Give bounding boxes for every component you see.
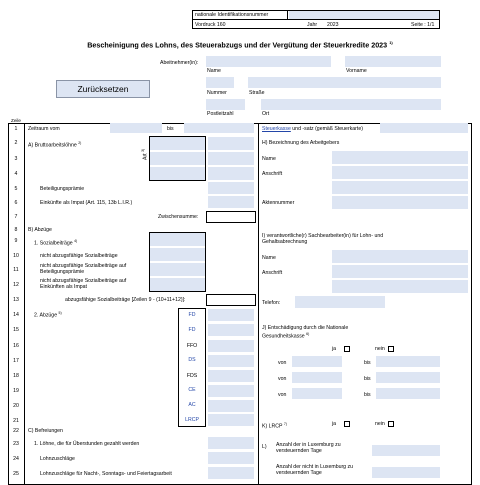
period-1-von-label: von [278,360,287,366]
period-1-bis-label: bis [364,360,371,366]
zeile-header: Zeile [11,118,21,123]
row-num-22: 22 [13,428,19,434]
sachbearbeiter-label: I) verantwortliche(r) Sachbearbeiter(in) für Lohn- und Gehaltsabrechnung [262,233,384,245]
row-num-12: 12 [13,282,19,288]
gesundheitskasse-nein-label: nein [375,346,385,352]
employee-label: Abeitnehmer(in): [160,60,199,66]
vordruck-label: Vordruck 160 [195,22,226,28]
nachtarbeit-label: Lohnzuschläge für Nacht-, Sonntags- und Feiertagsarbeit [40,471,172,477]
gesundheitskasse-nein-checkbox[interactable] [388,346,394,352]
befreiungen-label: C) Befreiungen [28,428,63,434]
row-num-21: 21 [13,418,19,424]
lrcp-sup: 7) [283,422,287,426]
abzug-field-19[interactable] [208,385,254,397]
page-title [0,40,480,49]
row-num-3: 3 [14,156,18,162]
abzug-field-15[interactable] [208,324,254,336]
nicht-abzugsfaehig-label: nicht abzugsfähige Sozialbeiträge [40,253,118,259]
seite-label: Seite : 1/1 [411,22,435,28]
employee-strasse-field[interactable] [248,77,441,88]
code-lrcp: LRCP [185,417,199,423]
lrcp-nein-checkbox[interactable] [388,421,394,427]
impat-label: Einkünfte als Impat (Art. 115, 13b L.I.R.) [40,200,133,206]
row-num-15: 15 [13,327,19,333]
art-label-sup: 3) [141,148,145,152]
abzugsfaehig-field[interactable] [206,294,256,306]
row-num-9: 9 [14,238,18,244]
page-title-sup: 1) [389,40,393,45]
nicht-luxemburg-tage-field[interactable] [372,467,440,478]
center-divider [258,123,259,485]
row-num-18: 18 [13,373,19,379]
reset-button-label: Zurücksetzen [77,84,129,94]
befreiung-field-23[interactable] [208,437,254,449]
abzuege2-sup: 5) [58,311,62,315]
code-ac: AC [188,402,196,408]
brutto-amount-field-2[interactable] [208,137,254,150]
row-num-5: 5 [14,186,18,192]
code-ce: CE [188,387,196,393]
row-num-14: 14 [13,312,19,318]
abzuege2-label [34,310,62,319]
arbeitgeber-anschrift-label: Anschrift [262,171,283,177]
sachbearbeiter-anschrift-field-2[interactable] [332,280,468,293]
row-num-20: 20 [13,403,19,409]
sachbearbeiter-name-field[interactable] [332,250,468,263]
nicht-abzugsfaehig-beteiligung-label: nicht abzugsfähige Sozialbeiträge auf Beteiligungsprämie [40,263,127,275]
employee-ort-caption: Ort [262,111,270,117]
telefon-label: Telefon: [262,300,281,306]
lohnzuschlaege-label: Lohnzuschläge [40,456,75,462]
sozialbeitraege-label [34,238,77,247]
row-num-1: 1 [14,126,18,132]
gesundheitskasse-sup: 6) [306,332,310,336]
lrcp-ja-label: ja [332,421,337,427]
arbeitgeber-anschrift-field-2[interactable] [332,181,468,194]
beteiligung-label: Beteiligungsprämie [40,186,85,192]
abzug-field-20[interactable] [208,400,254,412]
befreiung-field-25[interactable] [208,467,254,479]
employee-nummer-caption: Nummer [207,90,227,96]
art-label-text: Art [142,153,149,160]
impat-field[interactable] [208,196,254,208]
code-fds: FDS [186,373,198,379]
befreiung-field-24[interactable] [208,452,254,464]
arbeitgeber-name-label: Name [262,156,276,162]
row-num-13: 13 [13,297,19,303]
brutto-label-text: A) Bruttoarbeitslöhne [28,142,77,149]
row-num-4: 4 [14,171,18,177]
luxemburg-tage-field[interactable] [372,445,440,456]
row-num-2: 2 [14,140,18,146]
row-num-16: 16 [13,343,19,349]
ueberstunden-label: 1. Löhne, die für Überstunden gezahlt werden [34,441,140,447]
abzug-field-21[interactable] [208,414,254,426]
gesundheitskasse-ja-checkbox[interactable] [344,346,350,352]
abzug-field-17[interactable] [208,355,254,367]
steuerkasse-field[interactable] [380,123,468,133]
employee-nummer-field[interactable] [206,77,234,88]
period-1-von-field[interactable] [292,356,342,367]
period-2-bis-label: bis [364,376,371,382]
row-num-17: 17 [13,358,19,364]
period-1-bis-field[interactable] [376,356,440,367]
abzugsfaehig-label: abzugsfähige Sozialbeiträge [Zeilen 9 - (10+11+12)]: [65,297,186,303]
zeitraum-to-field[interactable] [184,123,254,133]
gesundheitskasse-ja-label: ja [332,346,337,352]
steuerkasse-label [262,126,363,132]
gesundheitskasse-text: J) Entschädigung durch die Nationale Gesundheitskasse [262,325,349,340]
steuerkasse-rest: und -satz (gemäß Steuerkarte) [292,126,363,132]
employee-plz-field[interactable] [206,99,245,110]
zeitraum-bis-label: bis [167,126,174,132]
jahr-label: Jahr [307,22,318,28]
brutto-label [28,140,81,149]
zeile-column-divider [24,123,25,485]
lrcp-text: K) LRCP [262,423,283,430]
aktennummer-field[interactable] [332,196,468,209]
period-2-von-label: von [278,376,287,382]
brutto-amount-field-4[interactable] [208,167,254,180]
sozialbeitraege-sup: 4) [74,239,78,243]
code-fd-1: FD [188,312,196,318]
row-num-10: 10 [13,253,19,259]
lrcp-nein-label: nein [375,421,385,427]
code-fd-2: FD [188,327,196,333]
row-num-8: 8 [14,227,18,233]
period-3-von-field[interactable] [292,388,342,399]
brutto-label-sup: 2) [78,141,82,145]
period-2-von-field[interactable] [292,372,342,383]
aktennummer-label: Aktennummer [262,200,295,206]
period-3-bis-label: bis [364,392,371,398]
abzug-field-14[interactable] [208,309,254,321]
gesundheitskasse-label [262,325,382,340]
abzuege2-text: 2. Abzüge [34,312,58,319]
employee-vorname-caption: Vorname [346,68,367,74]
zwischensumme-label: Zwischensumme: [158,214,199,220]
zeitraum-from-field[interactable] [110,123,162,133]
nicht-abzugsfaehig-impat-label: nicht abzugsfähige Sozialbeiträge auf Einkünften als Impat [40,278,127,290]
row-num-6: 6 [14,200,18,206]
steuerkasse-link[interactable]: Steuerkasse [262,126,291,132]
employee-vorname-field[interactable] [345,56,441,67]
arbeitgeber-name-field[interactable] [332,151,468,164]
row-num-19: 19 [13,388,19,394]
row-num-25: 25 [13,471,19,477]
page-title-text: Bescheinigung des Lohns, des Steuerabzugs und der Vergütung der Steuerkredite 2023 [87,40,388,50]
id-number-label: nationale Identifikationsnummer [195,12,269,18]
abzug-field-16[interactable] [208,340,254,352]
zwischensumme-field[interactable] [206,211,256,223]
employee-ort-field[interactable] [261,99,441,110]
brutto-art-border [149,136,206,181]
luxemburg-tage-label: Anzahl der in Luxemburg zu versteuernden Tage [276,442,341,454]
beteiligung-field[interactable] [208,182,254,194]
jahr-value: 2023 [327,22,339,28]
reset-button[interactable] [56,80,150,98]
brutto-amount-field-3[interactable] [208,152,254,165]
employee-plz-caption: Postleitzahl [207,111,234,117]
nicht-luxemburg-tage-label: Anzahl der nicht in Luxemburg zu versteuernden Tage [276,464,353,476]
zeitraum-label: Zeitraum vom [28,126,60,132]
employee-name-caption: Name [207,68,221,74]
lrcp-label [262,421,287,430]
code-ds: DS [188,357,196,363]
abzug-field-18[interactable] [208,370,254,382]
id-number-field-border [288,10,440,20]
row-num-24: 24 [13,456,19,462]
employee-name-field[interactable] [206,56,331,67]
arbeitgeber-label: H) Bezeichnung des Arbeitgebers [262,140,340,146]
employee-strasse-caption: Straße [249,90,265,96]
codes-border [178,308,206,427]
row-num-11: 11 [13,267,19,273]
sozial-border [149,232,206,292]
row-num-7: 7 [14,214,18,220]
period-3-von-label: von [278,392,287,398]
period-2-bis-field[interactable] [376,372,440,383]
code-ffo: FFO [186,343,198,349]
sachbearbeiter-anschrift-label: Anschrift [262,270,283,276]
sachbearbeiter-anschrift-field-1[interactable] [332,265,468,278]
sozialbeitraege-text: 1. Sozialbeiträge [34,240,73,247]
l-section-label: L) [262,444,267,450]
telefon-field[interactable] [295,296,385,308]
period-3-bis-field[interactable] [376,388,440,399]
lrcp-ja-checkbox[interactable] [344,421,350,427]
sachbearbeiter-name-label: Name [262,255,276,261]
abzuege-label: B) Abzüge [28,227,52,233]
row-num-23: 23 [13,441,19,447]
arbeitgeber-anschrift-field-1[interactable] [332,166,468,179]
art-label [141,149,149,160]
